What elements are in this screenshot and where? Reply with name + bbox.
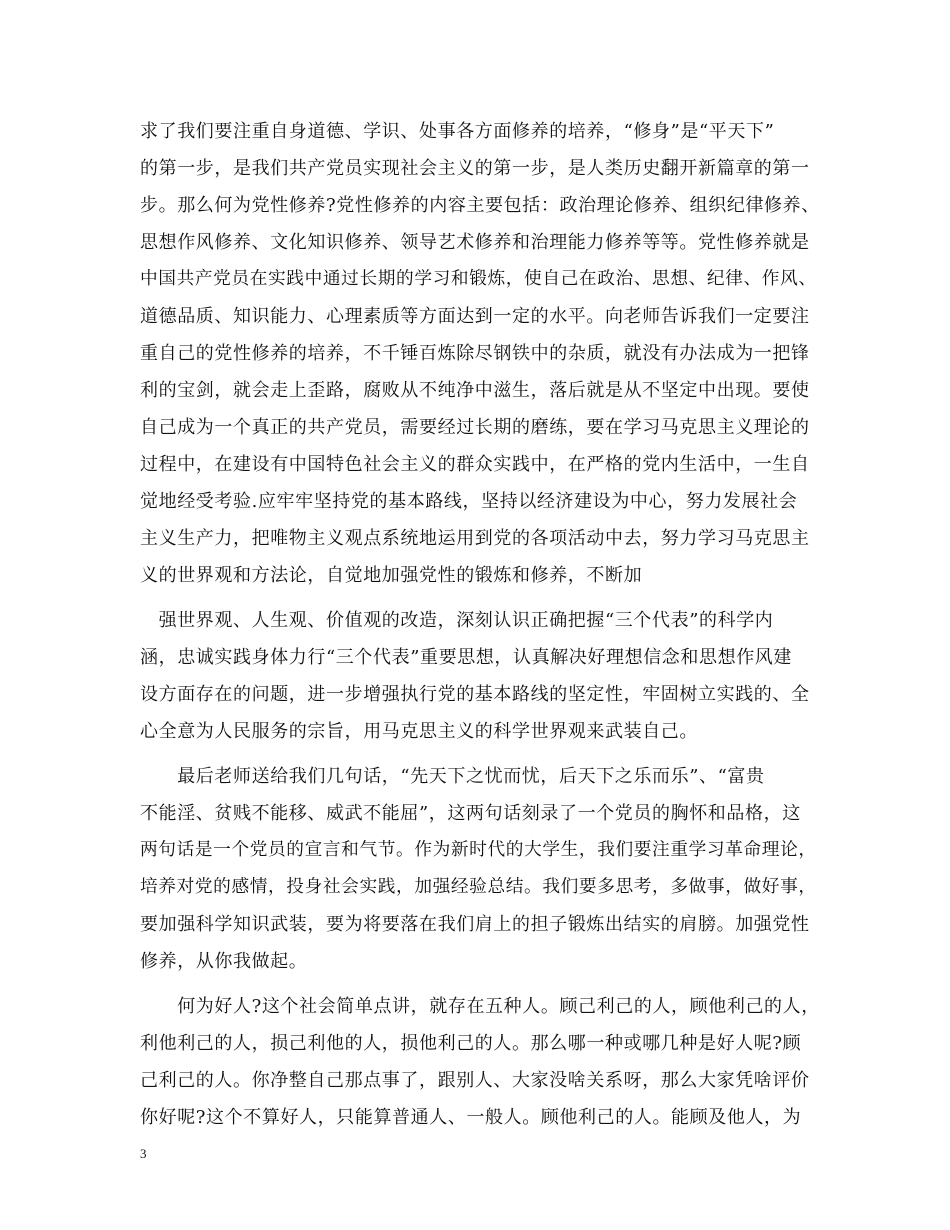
text-line: 利他利己的人，损己利他的人，损他利己的人。那么哪一种或哪几种是好人呢?顾 — [140, 1033, 802, 1054]
text-line: 的第一步，是我们共产党员实现社会主义的第一步，是人类历史翻开新篇章的第一 — [140, 158, 810, 179]
text-line: 你好呢?这个不算好人，只能算普通人、一般人。顾他利己的人。能顾及他人，为 — [140, 1107, 802, 1128]
document-body — [140, 113, 820, 1136]
text-line: 自己成为一个真正的共产党员，需要经过长期的磨练，要在学习马克思主义理论的 — [140, 417, 810, 438]
paragraph-4 — [140, 988, 820, 1136]
text-line: 强世界观、人生观、价值观的改造，深刻认识正确把握“三个代表”的科学内 — [140, 610, 774, 631]
text-line: 两句话是一个党员的宣言和气节。作为新时代的大学生，我们要注重学习革命理论， — [140, 840, 817, 860]
text-line: 涵，忠诚实践身体力行“三个代表”重要思想，认真解决好理想信念和思想作风建 — [140, 647, 793, 668]
text-line: 重自己的党性修养的培养，不千锤百炼除尽钢铁中的杂质，就没有办法成为一把锋 — [140, 343, 810, 364]
paragraph-3 — [140, 758, 820, 980]
text-line: 思想作风修养、文化知识修养、领导艺术修养和治理能力修养等等。党性修养就是 — [140, 232, 810, 253]
text-line: 主义生产力，把唯物主义观点系统地运用到党的各项活动中去，努力学习马克思主 — [140, 528, 810, 549]
text-line: 最后老师送给我们几句话，“先天下之忧而忧，后天下之乐而乐”、“富贵 — [140, 766, 765, 787]
text-line: 过程中，在建设有中国特色社会主义的群众实践中，在严格的党内生活中，一生自 — [140, 454, 810, 475]
text-line: 何为好人?这个社会简单点讲，就存在五种人。顾己利己的人，顾他利己的人， — [140, 996, 820, 1017]
text-line: 觉地经受考验.应牢牢坚持党的基本路线，坚持以经济建设为中心，努力发展社会 — [140, 491, 798, 512]
text-line: 中国共产党员在实践中通过长期的学习和锻炼，使自己在政治、思想、纪律、作风、 — [140, 269, 817, 289]
text-line: 利的宝剑，就会走上歪路，腐败从不纯净中滋生，落后就是从不坚定中出现。要使 — [140, 380, 810, 401]
text-line: 义的世界观和方法论，自觉地加强党性的锻炼和修养，不断加 — [140, 565, 643, 586]
text-line: 己利己的人。你净整自己那点事了，跟别人、大家没啥关系呀，那么大家凭啥评价 — [140, 1070, 810, 1091]
text-line: 步。那么何为党性修养?党性修养的内容主要包括：政治理论修养、组织纪律修养、 — [140, 195, 820, 216]
paragraph-1 — [140, 113, 820, 594]
text-line: 心全意为人民服务的宗旨，用马克思主义的科学世界观来武装自己。 — [140, 721, 698, 742]
text-line: 培养对党的感情，投身社会实践，加强经验总结。我们要多思考，多做事，做好事， — [140, 877, 817, 897]
text-line: 不能淫、贫贱不能移、威武不能屈”，这两句话刻录了一个党员的胸怀和品格，这 — [140, 803, 801, 824]
text-line: 修养，从你我做起。 — [140, 951, 308, 972]
text-line: 道德品质、知识能力、心理素质等方面达到一定的水平。向老师告诉我们一定要注 — [140, 306, 810, 327]
text-line: 求了我们要注重自身道德、学识、处事各方面修养的培养，“修身”是“平天下” — [140, 121, 775, 142]
page-number: 3 — [140, 1146, 147, 1161]
paragraph-2 — [140, 602, 820, 750]
text-line: 要加强科学知识武装，要为将要落在我们肩上的担子锻炼出结实的肩膀。加强党性 — [140, 914, 810, 935]
text-line: 设方面存在的问题，进一步增强执行党的基本路线的坚定性，牢固树立实践的、全 — [140, 684, 810, 705]
